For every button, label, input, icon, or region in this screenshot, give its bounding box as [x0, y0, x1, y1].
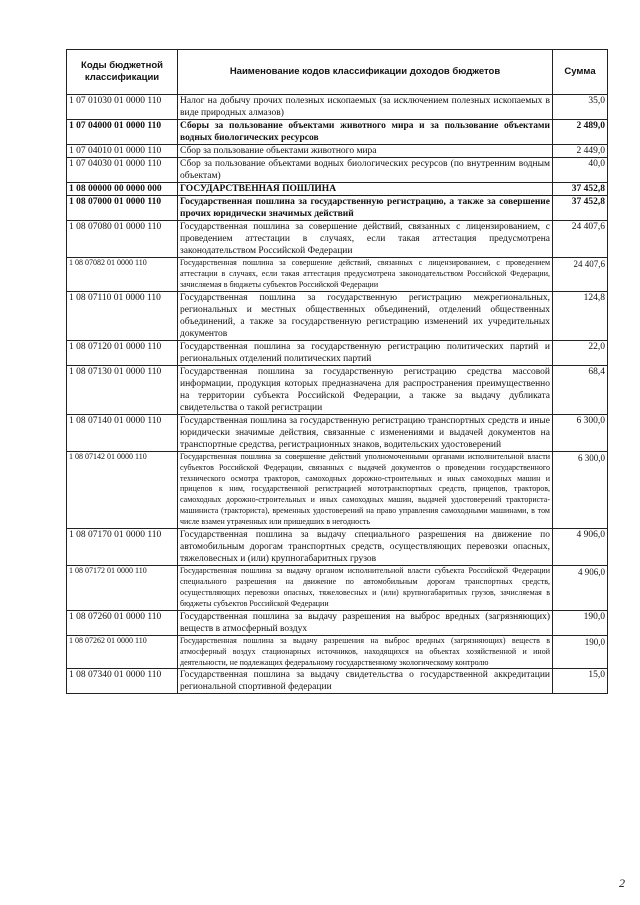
- row-code: 1 08 07000 01 0000 110: [67, 196, 178, 221]
- row-sum: 40,0: [553, 158, 608, 183]
- row-name: Государственная пошлина за совершение действий, связанных с лицензированием, с проведением аттестации в случаях, если такая аттестация предусмотрена законодательством Российской Федерации, зачисляемая в бюджеты субъектов Российской Федерации: [178, 258, 553, 292]
- row-name: Государственная пошлина за выдачу органом исполнительной власти субъекта Российской Федерации специального разрешения на движение по автомобильным дорогам транспортных средств, осуществляющих перевозки опасных, тяжеловесных и (или) крупногабаритных грузов, зачисляемая в бюджеты субъектов Российской Федерации: [178, 566, 553, 611]
- header-sum: Сумма: [553, 50, 608, 95]
- row-name: Сбор за пользование объектами животного мира: [178, 145, 553, 158]
- row-code: 1 08 07262 01 0000 110: [67, 635, 178, 669]
- table-row: [67, 258, 608, 292]
- row-code: 1 08 07082 01 0000 110: [67, 258, 178, 292]
- row-sum: 2 489,0: [553, 120, 608, 145]
- row-sum: 15,0: [553, 669, 608, 694]
- row-sum: 190,0: [553, 635, 608, 669]
- row-sum: 35,0: [553, 95, 608, 120]
- row-code: 1 08 07120 01 0000 110: [67, 340, 178, 365]
- table-row: [67, 451, 608, 528]
- table-row: [67, 145, 608, 158]
- row-sum: 24 407,6: [553, 258, 608, 292]
- row-sum: 124,8: [553, 291, 608, 340]
- row-sum: 4 906,0: [553, 566, 608, 611]
- row-name: Государственная пошлина за государственную регистрацию политических партий и региональных отделений политических партий: [178, 340, 553, 365]
- header-code: Коды бюджетной классификации: [67, 50, 178, 95]
- row-code: 1 08 00000 00 0000 000: [67, 183, 178, 196]
- row-sum: 68,4: [553, 365, 608, 414]
- row-sum: 6 300,0: [553, 451, 608, 528]
- table-row: [67, 120, 608, 145]
- table-row: [67, 610, 608, 635]
- row-sum: 37 452,8: [553, 183, 608, 196]
- table-row: [67, 95, 608, 120]
- row-name: Государственная пошлина за выдачу свидетельства о государственной аккредитации региональной спортивной федерации: [178, 669, 553, 694]
- row-code: 1 07 04010 01 0000 110: [67, 145, 178, 158]
- row-name: Государственная пошлина за совершение действий уполномоченными органами исполнительной власти субъектов Российской Федерации, связанных с выдачей документов о проведении государственного технического осмотра тракторов, самоходных дорожно-строительных и иных самоходных машин и прицепов к ним, государственной регистрацией мототранспортных средств, прицепов, тракторов, самоходных дорожно-строительных и иных самоходных машин, выдачей удостоверений тракториста-машиниста (тракториста), временных удостоверений на право управления самоходными машинами, в том числе взамен утраченных или пришедших в негодность: [178, 451, 553, 528]
- table-row: [67, 414, 608, 451]
- row-name: Государственная пошлина за выдачу специального разрешения на движение по автомобильным дорогам транспортных средств, осуществляющих перевозки опасных, тяжеловесных и (или) крупногабаритных грузов: [178, 529, 553, 566]
- row-code: 1 08 07172 01 0000 110: [67, 566, 178, 611]
- row-sum: 22,0: [553, 340, 608, 365]
- table-row: [67, 291, 608, 340]
- row-code: 1 08 07110 01 0000 110: [67, 291, 178, 340]
- table-row: [67, 196, 608, 221]
- table-header-row: [67, 50, 608, 95]
- row-code: 1 07 04000 01 0000 110: [67, 120, 178, 145]
- table-row: [67, 529, 608, 566]
- row-sum: 190,0: [553, 610, 608, 635]
- row-name: Сборы за пользование объектами животного мира и за пользование объектами водных биологических ресурсов: [178, 120, 553, 145]
- table-row: [67, 221, 608, 258]
- row-name: Государственная пошлина за государственную регистрацию транспортных средств и иные юридически значимые действия, связанные с изменениями и выдачей документов на транспортные средства, регистрационных знаков, водительских удостоверений: [178, 414, 553, 451]
- row-code: 1 08 07340 01 0000 110: [67, 669, 178, 694]
- row-name: Государственная пошлина за государственную регистрацию, а также за совершение прочих юридически значимых действий: [178, 196, 553, 221]
- row-code: 1 07 04030 01 0000 110: [67, 158, 178, 183]
- budget-revenue-table: [66, 49, 608, 694]
- row-name: Государственная пошлина за выдачу разрешения на выброс вредных (загрязняющих) веществ в атмосферный воздух стационарных источников, находящихся на объектах хозяйственной и иной деятельности, не подлежащих федеральному государственному экологическому контролю: [178, 635, 553, 669]
- table-row: [67, 340, 608, 365]
- row-sum: 4 906,0: [553, 529, 608, 566]
- row-name: Государственная пошлина за выдачу разрешения на выброс вредных (загрязняющих) веществ в атмосферный воздух: [178, 610, 553, 635]
- table-row: [67, 158, 608, 183]
- table-row: [67, 635, 608, 669]
- row-code: 1 08 07140 01 0000 110: [67, 414, 178, 451]
- row-code: 1 08 07130 01 0000 110: [67, 365, 178, 414]
- table-row: [67, 183, 608, 196]
- row-code: 1 07 01030 01 0000 110: [67, 95, 178, 120]
- row-sum: 6 300,0: [553, 414, 608, 451]
- row-code: 1 08 07142 01 0000 110: [67, 451, 178, 528]
- table-row: [67, 365, 608, 414]
- row-sum: 37 452,8: [553, 196, 608, 221]
- page-number: 2: [619, 876, 625, 890]
- row-code: 1 08 07080 01 0000 110: [67, 221, 178, 258]
- row-name: ГОСУДАРСТВЕННАЯ ПОШЛИНА: [178, 183, 553, 196]
- row-code: 1 08 07260 01 0000 110: [67, 610, 178, 635]
- row-name: Налог на добычу прочих полезных ископаемых (за исключением полезных ископаемых в виде природных алмазов): [178, 95, 553, 120]
- table-row: [67, 566, 608, 611]
- row-name: Государственная пошлина за государственную регистрацию межрегиональных, региональных и местных общественных объединений, отделений общественных объединений, а также за государственную регистрацию изменений их учредительных документов: [178, 291, 553, 340]
- header-name: Наименование кодов классификации доходов бюджетов: [178, 50, 553, 95]
- row-name: Сбор за пользование объектами водных биологических ресурсов (по внутренним водным объектам): [178, 158, 553, 183]
- row-sum: 2 449,0: [553, 145, 608, 158]
- table-row: [67, 669, 608, 694]
- row-name: Государственная пошлина за совершение действий, связанных с лицензированием, с проведением аттестации в случаях, если такая аттестация предусмотрена законодательством Российской Федерации: [178, 221, 553, 258]
- row-sum: 24 407,6: [553, 221, 608, 258]
- row-name: Государственная пошлина за государственную регистрацию средства массовой информации, продукция которых предназначена для распространения преимущественно на территории субъекта Российской Федерации, а также за выдачу дубликата свидетельства о такой регистрации: [178, 365, 553, 414]
- row-code: 1 08 07170 01 0000 110: [67, 529, 178, 566]
